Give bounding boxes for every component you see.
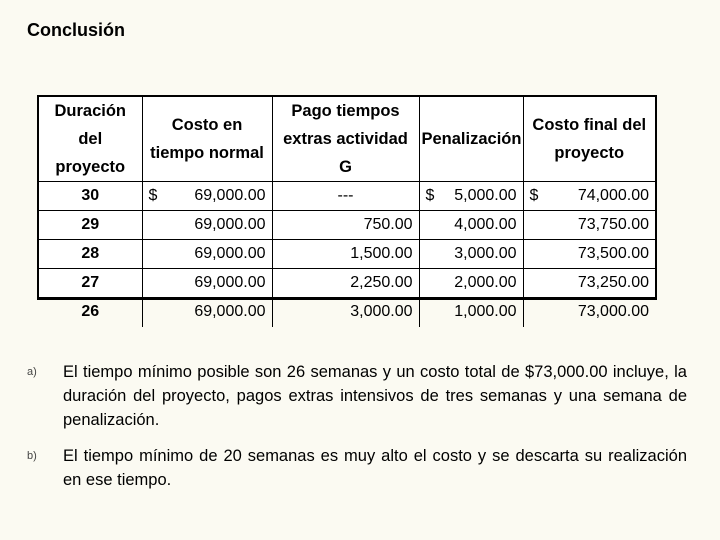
table-row: [39, 269, 655, 298]
header-overtime-pay: Pago tiempos extras actividad G: [272, 97, 419, 182]
penalty-cell: $ 5,000.00: [419, 182, 523, 211]
slide-title: Conclusión: [27, 20, 125, 40]
table-row: [39, 240, 655, 269]
final-cost-cell: 73,250.00: [523, 269, 655, 298]
list-item: [27, 360, 687, 432]
list-marker: a): [27, 366, 37, 378]
table-row: [39, 298, 655, 327]
weeks-cell: 30: [39, 182, 142, 211]
final-cost-cell: 73,000.00: [523, 298, 655, 327]
header-normal-cost: Costo en tiempo normal: [142, 97, 272, 182]
overtime-cell: 2,250.00: [272, 269, 419, 298]
final-cost-cell: $ 74,000.00: [529, 187, 649, 204]
penalty-cell: 4,000.00: [419, 211, 523, 240]
normal-cost-cell: 69,000.00: [142, 269, 272, 298]
weeks-cell: 27: [39, 269, 142, 298]
penalty-cell: 2,000.00: [419, 269, 523, 298]
weeks-cell: 29: [39, 211, 142, 240]
penalty-cell: 1,000.00: [419, 298, 523, 327]
final-cost-cell: 73,750.00: [523, 211, 655, 240]
table-header-row: [39, 97, 655, 182]
list-item-text: El tiempo mínimo de 20 semanas es muy alto el costo y se descarta su realización en ese tiempo.: [63, 447, 687, 489]
table-row: [39, 182, 655, 211]
header-penalty: Penalización: [419, 97, 523, 182]
conclusion-list: [27, 360, 687, 504]
normal-cost-cell: 69,000.00: [142, 240, 272, 269]
overtime-cell: 750.00: [272, 211, 419, 240]
table-row: [39, 211, 655, 240]
header-duration: Duración del proyecto: [39, 97, 142, 182]
normal-cost-cell: 69,000.00: [142, 211, 272, 240]
penalty-cell: 3,000.00: [419, 240, 523, 269]
header-final-cost: Costo final del proyecto: [523, 97, 655, 182]
list-marker: b): [27, 450, 37, 462]
normal-cost-cell: $ 69,000.00: [142, 182, 272, 211]
list-item: [27, 444, 687, 492]
overtime-cell: 3,000.00: [272, 298, 419, 327]
list-item-text: El tiempo mínimo posible son 26 semanas y un costo total de $73,000.00 incluye, la duración del proyecto, pagos extras intensivos de tres semanas y una semana de penalización.: [63, 363, 687, 429]
cost-table: [37, 95, 657, 321]
overtime-cell: 1,500.00: [272, 240, 419, 269]
normal-cost-cell: 69,000.00: [142, 298, 272, 327]
overtime-cell: ---: [272, 182, 419, 211]
weeks-cell: 28: [39, 240, 142, 269]
weeks-cell: 26: [39, 298, 142, 327]
final-cost-cell: 73,500.00: [523, 240, 655, 269]
